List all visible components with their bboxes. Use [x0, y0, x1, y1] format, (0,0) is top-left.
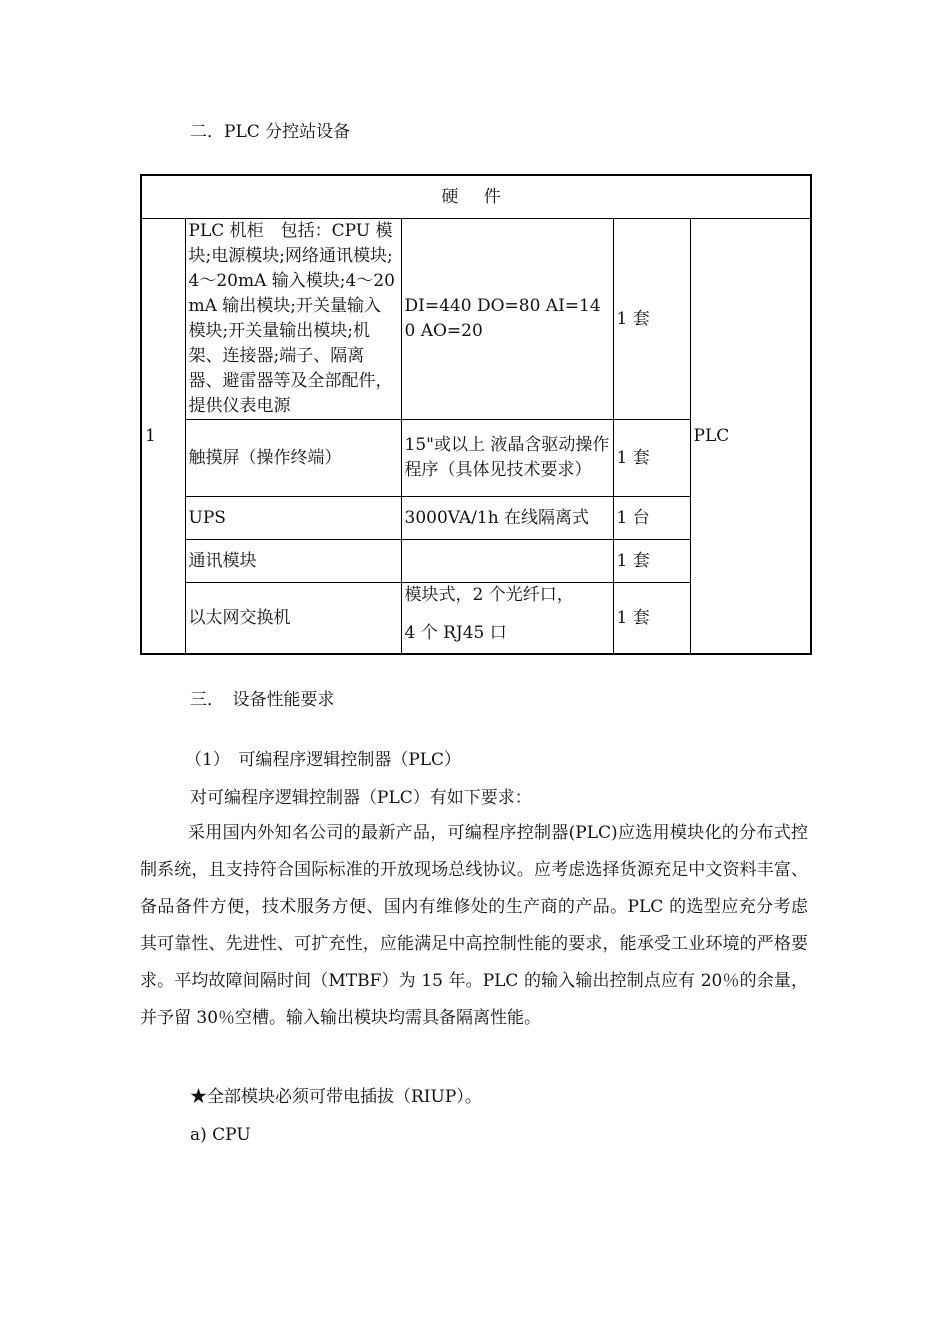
table-row	[141, 219, 811, 420]
section-3-title: 三． 设备性能要求	[190, 690, 335, 710]
table-header-row	[141, 175, 811, 219]
section-2-title: 二．PLC 分控站设备	[190, 122, 351, 142]
item-spec: 15"或以上 液晶含驱动操作程序（具体见技术要求）	[401, 420, 613, 497]
item-spec	[401, 540, 613, 583]
intro-text: 对可编程序逻辑控制器（PLC）有如下要求：	[190, 788, 532, 808]
item-spec	[401, 583, 613, 655]
table-header: 硬 件	[141, 175, 811, 219]
star-note: ★全部模块必须可带电插拔（RIUP）。	[190, 1087, 482, 1107]
subsection-1-title: （1） 可编程序逻辑控制器（PLC）	[185, 750, 462, 770]
item-spec-line: 模块式，2 个光纤口，	[404, 585, 574, 605]
item-qty: 1 套	[613, 219, 690, 420]
item-spec: 3000VA/1h 在线隔离式	[401, 497, 613, 540]
hardware-table	[140, 174, 812, 655]
item-name: UPS	[185, 497, 401, 540]
item-qty: 1 套	[613, 583, 690, 655]
item-qty: 1 台	[613, 497, 690, 540]
item-qty: 1 套	[613, 420, 690, 497]
item-name: 以太网交换机	[185, 583, 401, 655]
row-index: 1	[141, 219, 185, 655]
requirements-paragraph: 采用国内外知名公司的最新产品，可编程序控制器(PLC)应选用模块化的分布式控制系统，且支持符合国际标准的开放现场总线协议。应考虑选择货源充足中文资料丰富、备品备件方便，技术服务方便、国内有维修处的生产商的产品。PLC 的选型应充分考虑其可靠性、先进性、可扩充性，应能满足中高控制性能的要求，能承受工业环境的严格要求。平均故障间隔时间（MTBF）为 15 年。PLC 的输入输出控制点应有 20％的余量，并予留 30％空槽。输入输出模块均需具备隔离性能。	[140, 823, 808, 1028]
item-name: PLC 机柜 包括：CPU 模块;电源模块;网络通讯模块;4～20mA 输入模块;4～20mA 输出模块;开关量输入模块;开关量输出模块;机架、连接器;端子、隔离器、避雷器等及全部配件，提供仪表电源	[185, 219, 401, 420]
item-spec: DI=440 DO=80 AI=140 AO=20	[401, 219, 613, 420]
equipment-type: PLC	[690, 219, 811, 655]
item-a-heading: a) CPU	[190, 1125, 251, 1145]
item-name: 触摸屏（操作终端）	[185, 420, 401, 497]
item-qty: 1 套	[613, 540, 690, 583]
item-name: 通讯模块	[185, 540, 401, 583]
item-spec-line: 4 个 RJ45 口	[404, 623, 507, 643]
